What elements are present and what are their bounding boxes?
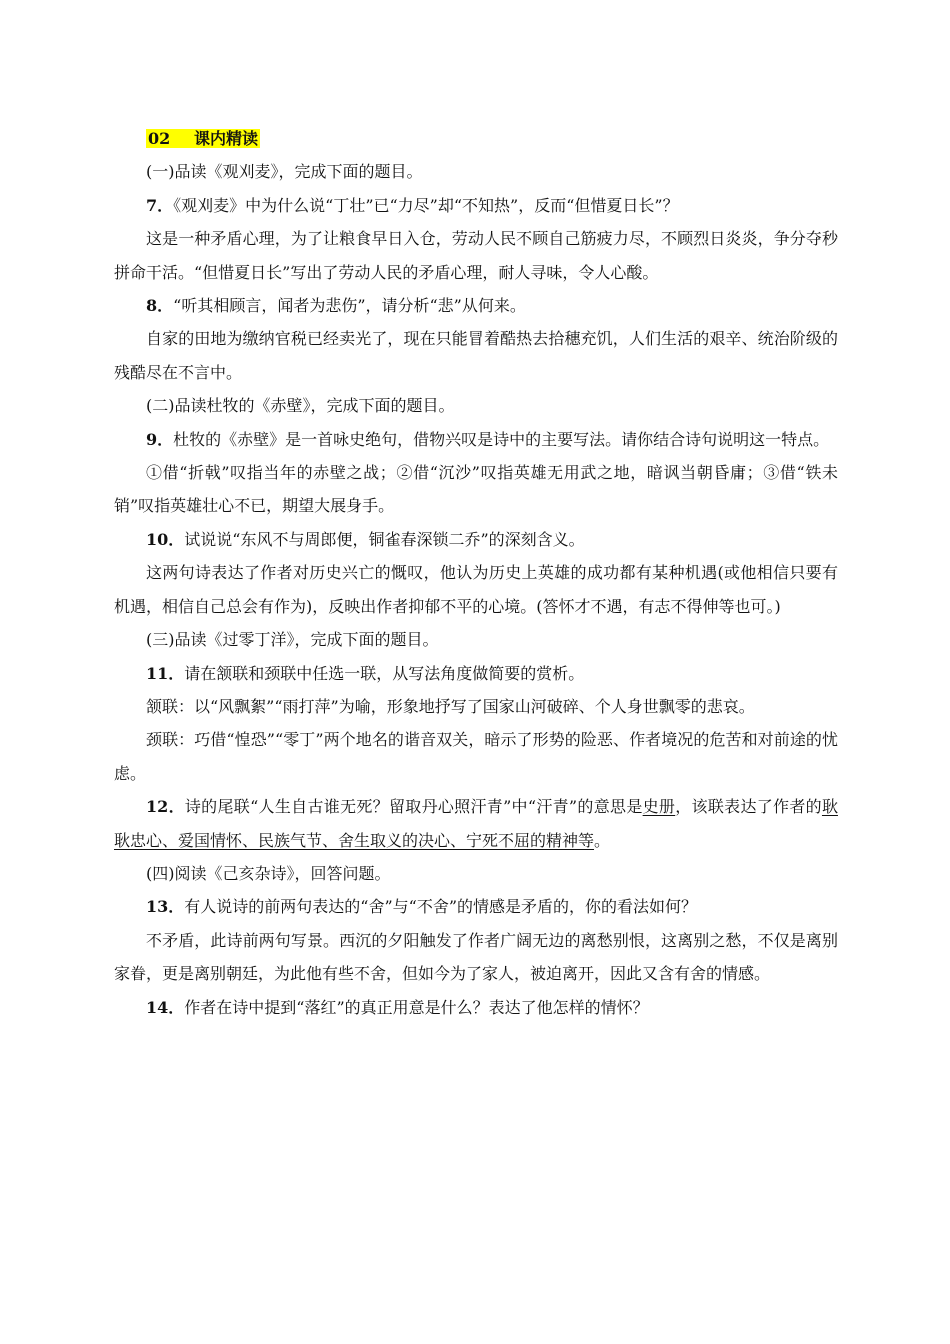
question-number: 14． xyxy=(146,997,185,1017)
question-11 xyxy=(114,657,838,690)
question-text: 诗的尾联“人生自古谁无死？留取丹心照汗青”中“汗青”的意思是 xyxy=(184,797,643,817)
question-13 xyxy=(114,890,838,923)
question-number: 10． xyxy=(146,529,185,549)
question-12 xyxy=(114,790,838,857)
question-9 xyxy=(114,423,838,456)
answer-11-jinglian: 颈联：巧借“惶恐”“零丁”两个地名的谐音双关，暗示了形势的险恶、作者境况的危苦和对前途的忧虑。 xyxy=(114,730,838,783)
answer-9: ①借“折戟”叹指当年的赤壁之战；②借“沉沙”叹指英雄无用武之地，暗讽当朝昏庸；③借“铁未销”叹指英雄壮心不已，期望大展身手。 xyxy=(114,463,838,516)
answer-7: 这是一种矛盾心理，为了让粮食早日入仓，劳动人民不顾自己筋疲力尽，不顾烈日炎炎，争分夺秒拼命干活。“但惜夏日长”写出了劳动人民的矛盾心理，耐人寻味，令人心酸。 xyxy=(114,229,838,282)
question-text: 有人说诗的前两句表达的“舍”与“不舍”的情感是矛盾的，你的看法如何？ xyxy=(184,897,698,917)
question-number: 11． xyxy=(146,663,185,683)
answer-8: 自家的田地为缴纳官税已经卖光了，现在只能冒着酷热去拾穗充饥，人们生活的艰辛、统治阶级的残酷尽在不言中。 xyxy=(114,329,838,382)
question-8 xyxy=(114,289,838,322)
answer-13: 不矛盾，此诗前两句写景。西沉的夕阳触发了作者广阔无边的离愁别恨，这离别之愁，不仅是离别家眷，更是离别朝廷，为此他有些不舍，但如今为了家人，被迫离开，因此又含有舍的情感。 xyxy=(114,930,838,984)
question-number: 13． xyxy=(146,897,185,917)
question-text: 作者在诗中提到“落红”的真正用意是什么？表达了他怎样的情怀？ xyxy=(184,997,649,1017)
section-heading-highlight xyxy=(146,129,260,148)
section-heading xyxy=(114,122,838,155)
document-body xyxy=(114,122,838,1024)
question-text: 杜牧的《赤壁》是一首咏史绝句，借物兴叹是诗中的主要写法。请你结合诗句说明这一特点。 xyxy=(173,429,830,449)
answer-11-hanlian: 颔联：以“风飘絮”“雨打萍”为喻，形象地抒写了国家山河破碎、个人身世飘零的悲哀。 xyxy=(146,696,755,716)
question-text: 《观刈麦》中为什么说“丁壮”已“力尽”却“不知热”，反而“但惜夏日长”？ xyxy=(173,195,679,215)
question-text: 请在颔联和颈联中任选一联，从写法角度做简要的赏析。 xyxy=(184,663,585,683)
question-number: 12． xyxy=(146,797,185,817)
section-number: 02 xyxy=(148,129,171,148)
question-10 xyxy=(114,523,838,556)
question-number: 8． xyxy=(146,296,174,316)
question-text-mid: ，该联表达了作者的 xyxy=(675,797,822,817)
answer-12-sentiment: 耿耿忠心、爱国情怀、民族气节、舍生取义的决心、宁死不屈的精神等 xyxy=(114,797,838,850)
question-number: 7． xyxy=(146,195,174,215)
part-heading-3: (三)品读《过零丁洋》，完成下面的题目。 xyxy=(146,630,439,650)
question-14 xyxy=(114,991,838,1024)
question-text: 试说说“东风不与周郎便，铜雀春深锁二乔”的深刻含义。 xyxy=(184,529,585,549)
question-7 xyxy=(114,189,838,222)
answer-12-meaning: 史册 xyxy=(642,797,676,817)
part-heading-1: (一)品读《观刈麦》，完成下面的题目。 xyxy=(146,162,423,182)
answer-10: 这两句诗表达了作者对历史兴亡的慨叹，他认为历史上英雄的成功都有某种机遇(或他相信只要有机遇，相信自己总会有作为)，反映出作者抑郁不平的心境。(答怀才不遇，有志不得伸等也可。) xyxy=(114,563,838,616)
part-heading-4: (四)阅读《己亥杂诗》，回答问题。 xyxy=(146,863,391,883)
question-text-end: 。 xyxy=(594,830,611,850)
part-heading-2: (二)品读杜牧的《赤壁》，完成下面的题目。 xyxy=(146,396,455,416)
question-text: “听其相顾言，闻者为悲伤”，请分析“悲”从何来。 xyxy=(173,296,526,316)
question-number: 9． xyxy=(146,429,174,449)
section-title: 课内精读 xyxy=(194,129,259,148)
